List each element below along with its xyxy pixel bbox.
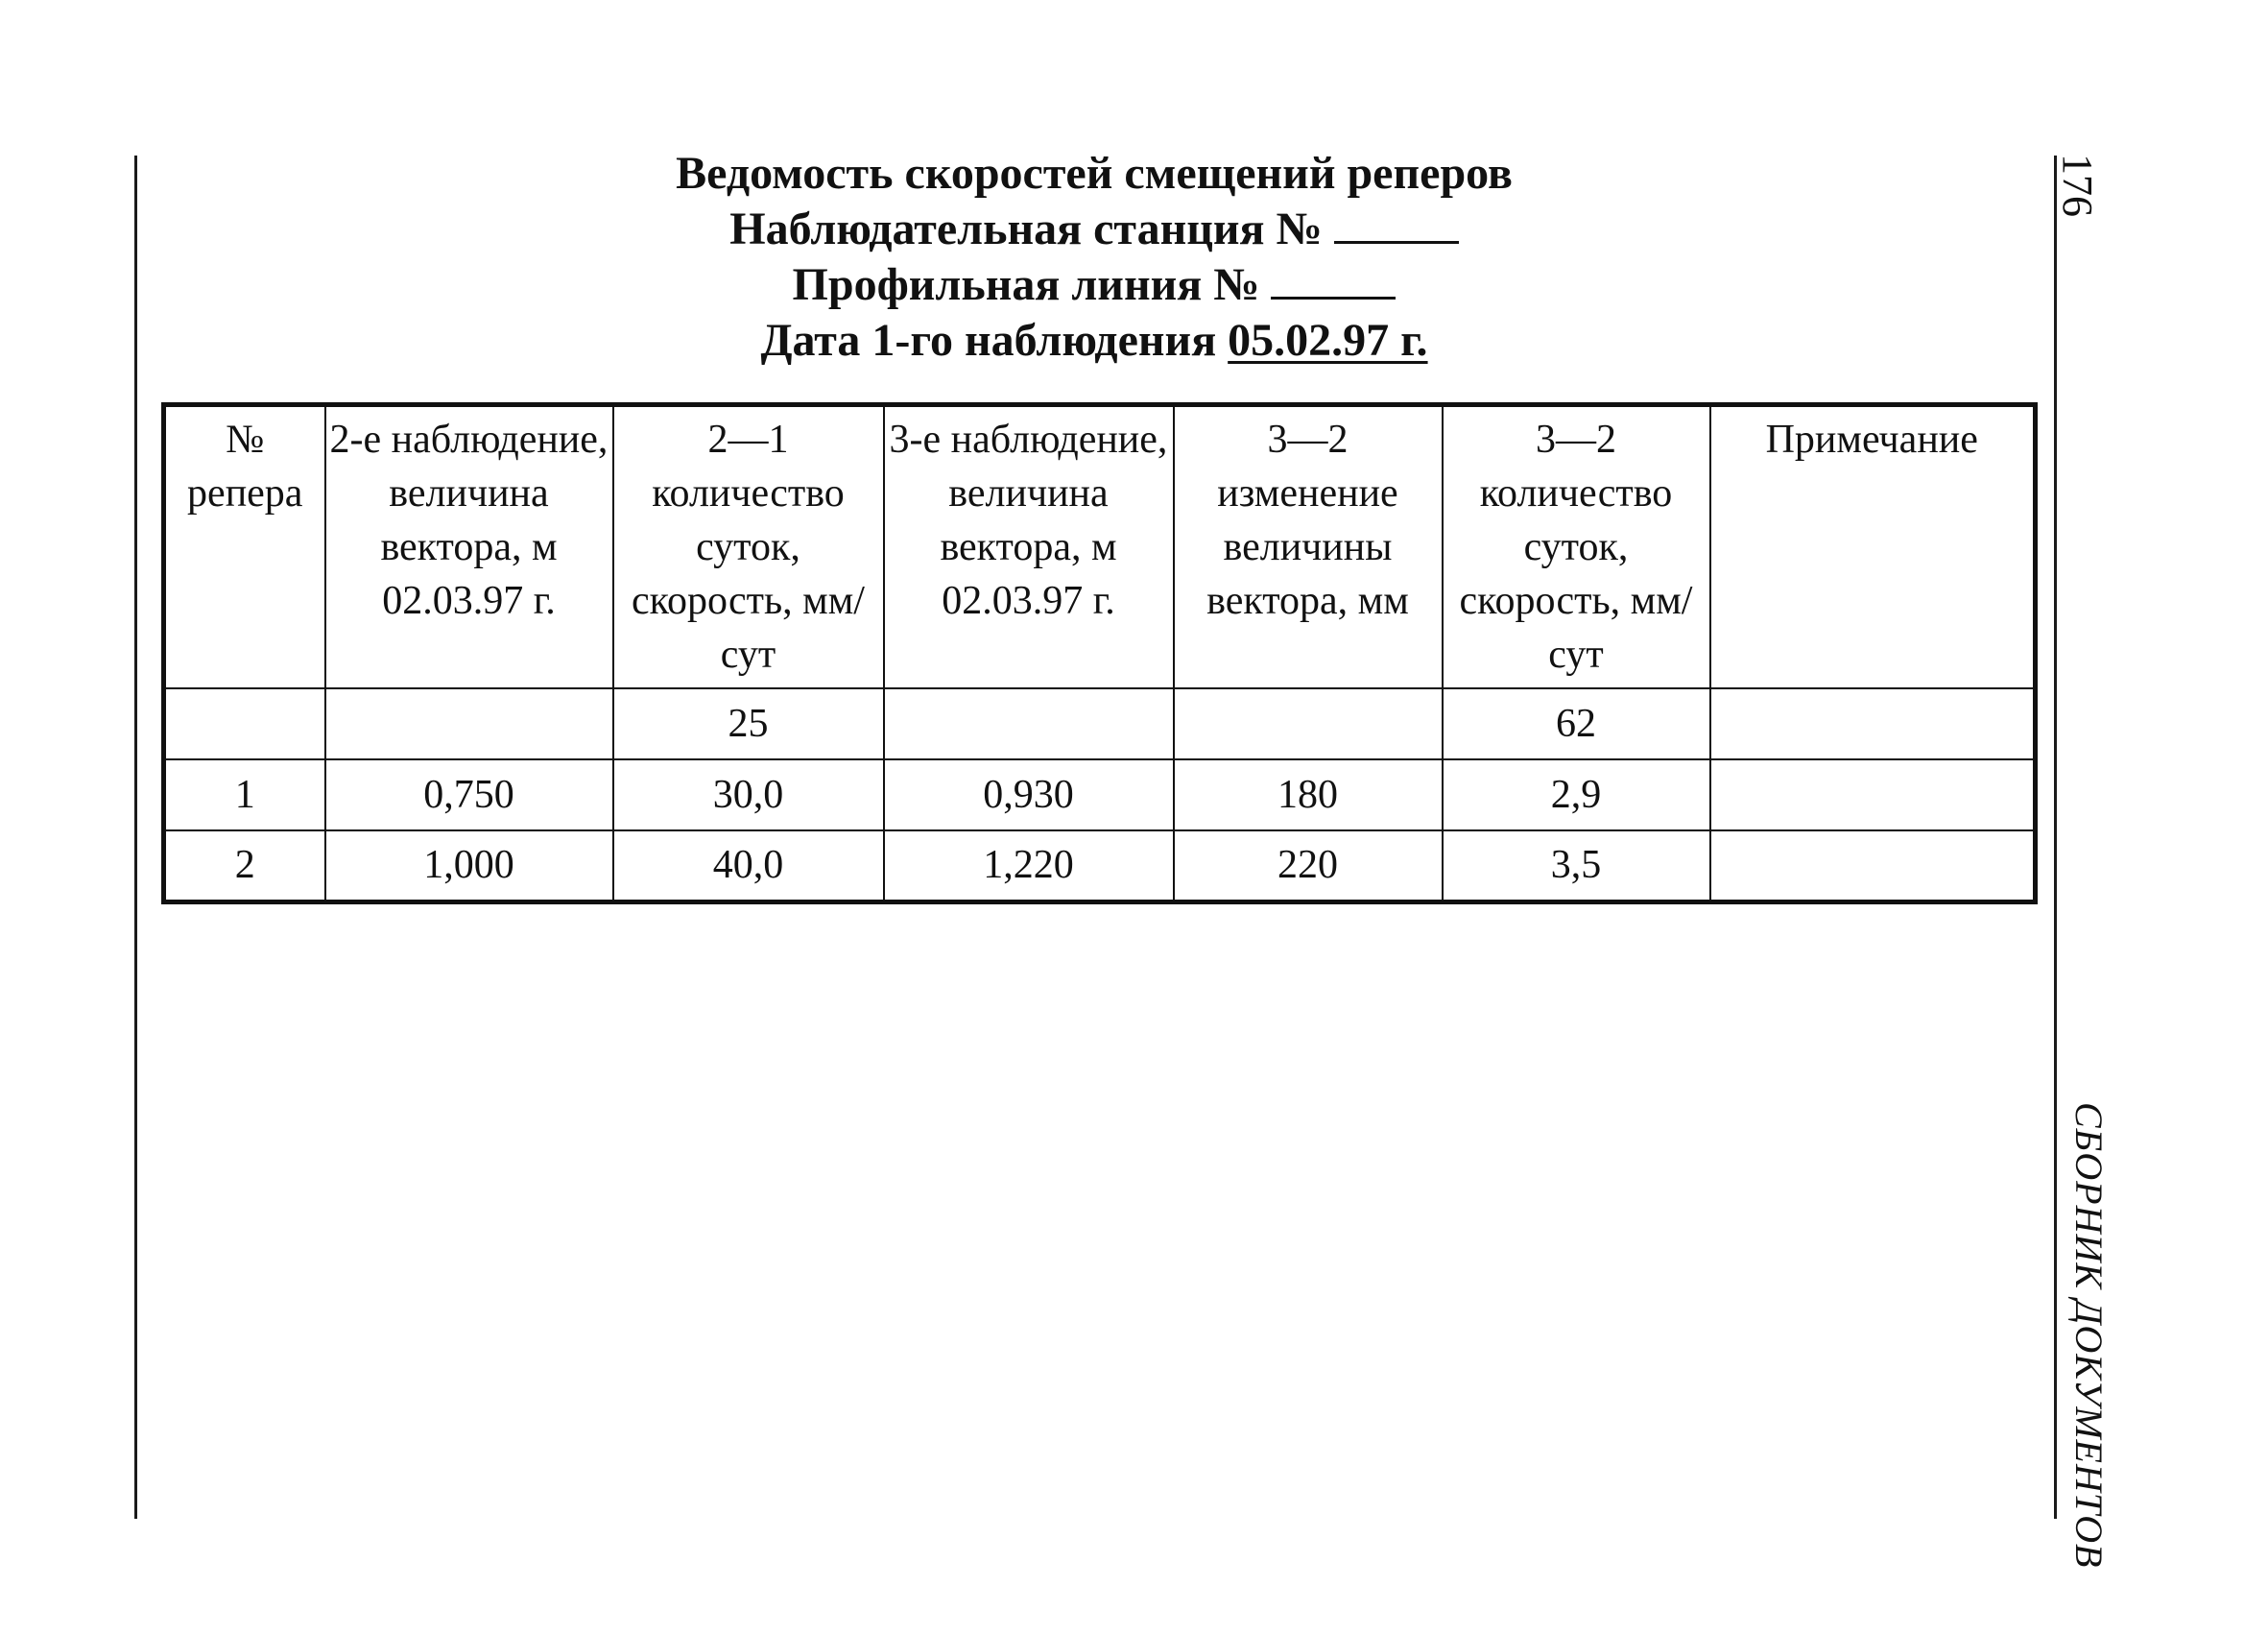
- station-number-blank: [1334, 204, 1459, 244]
- table-cell: 2,9: [1443, 759, 1710, 830]
- profile-line-blank: [1271, 260, 1396, 300]
- left-margin-rule: [134, 156, 137, 1519]
- station-label: Наблюдательная станция №: [729, 204, 1323, 254]
- table-cell: [1710, 830, 2036, 901]
- document-title-block: [384, 146, 1804, 369]
- table-cell: [164, 688, 325, 759]
- table-cell: [1710, 688, 2036, 759]
- table-cell: [1174, 688, 1443, 759]
- profile-line-number-line: [384, 257, 1804, 313]
- table-cell: [325, 688, 613, 759]
- table-row: [164, 688, 2036, 759]
- table-row: [164, 759, 2036, 830]
- table-cell: 1,000: [325, 830, 613, 901]
- table-cell: 220: [1174, 830, 1443, 901]
- table-cell: 25: [613, 688, 884, 759]
- table-cell: 3,5: [1443, 830, 1710, 901]
- table-cell: 62: [1443, 688, 1710, 759]
- right-margin-rule: [2054, 156, 2057, 1519]
- header-benchmark-number: № репера: [164, 405, 325, 689]
- table-cell: [1710, 759, 2036, 830]
- table-cell: 0,930: [884, 759, 1174, 830]
- header-days-speed-3-2: 3—2 количество суток, скорость, мм/сут: [1443, 405, 1710, 689]
- table-row: [164, 830, 2036, 901]
- station-number-line: [384, 202, 1804, 257]
- header-note: Примечание: [1710, 405, 2036, 689]
- benchmark-displacement-table: [161, 402, 2038, 904]
- document-title: Ведомость скоростей смещений реперов: [676, 148, 1513, 199]
- table-header-row: [164, 405, 2036, 689]
- table-cell: 40,0: [613, 830, 884, 901]
- first-observation-date: 05.02.97 г.: [1228, 315, 1428, 366]
- first-observation-label: Дата 1-го наблюдения: [760, 315, 1217, 366]
- collection-running-title: СБОРНИК ДОКУМЕНТОВ: [2067, 1102, 2111, 1569]
- table-cell: [884, 688, 1174, 759]
- table-cell: 2: [164, 830, 325, 901]
- header-days-speed-2-1: 2—1 количество суток, скорость, мм/сут: [613, 405, 884, 689]
- profile-line-label: Профильная линия №: [792, 259, 1260, 310]
- table-cell: 1: [164, 759, 325, 830]
- page-number: 176: [2054, 154, 2101, 217]
- first-observation-date-line: [384, 313, 1804, 369]
- table-cell: 0,750: [325, 759, 613, 830]
- header-vector-change-3-2: 3—2 изменение величины вектора, мм: [1174, 405, 1443, 689]
- table-cell: 30,0: [613, 759, 884, 830]
- table-cell: 1,220: [884, 830, 1174, 901]
- header-third-observation: 3-е наблюдение, величина вектора, м 02.03.97 г.: [884, 405, 1174, 689]
- table-cell: 180: [1174, 759, 1443, 830]
- header-second-observation: 2-е наблюдение, величина вектора, м 02.03.97 г.: [325, 405, 613, 689]
